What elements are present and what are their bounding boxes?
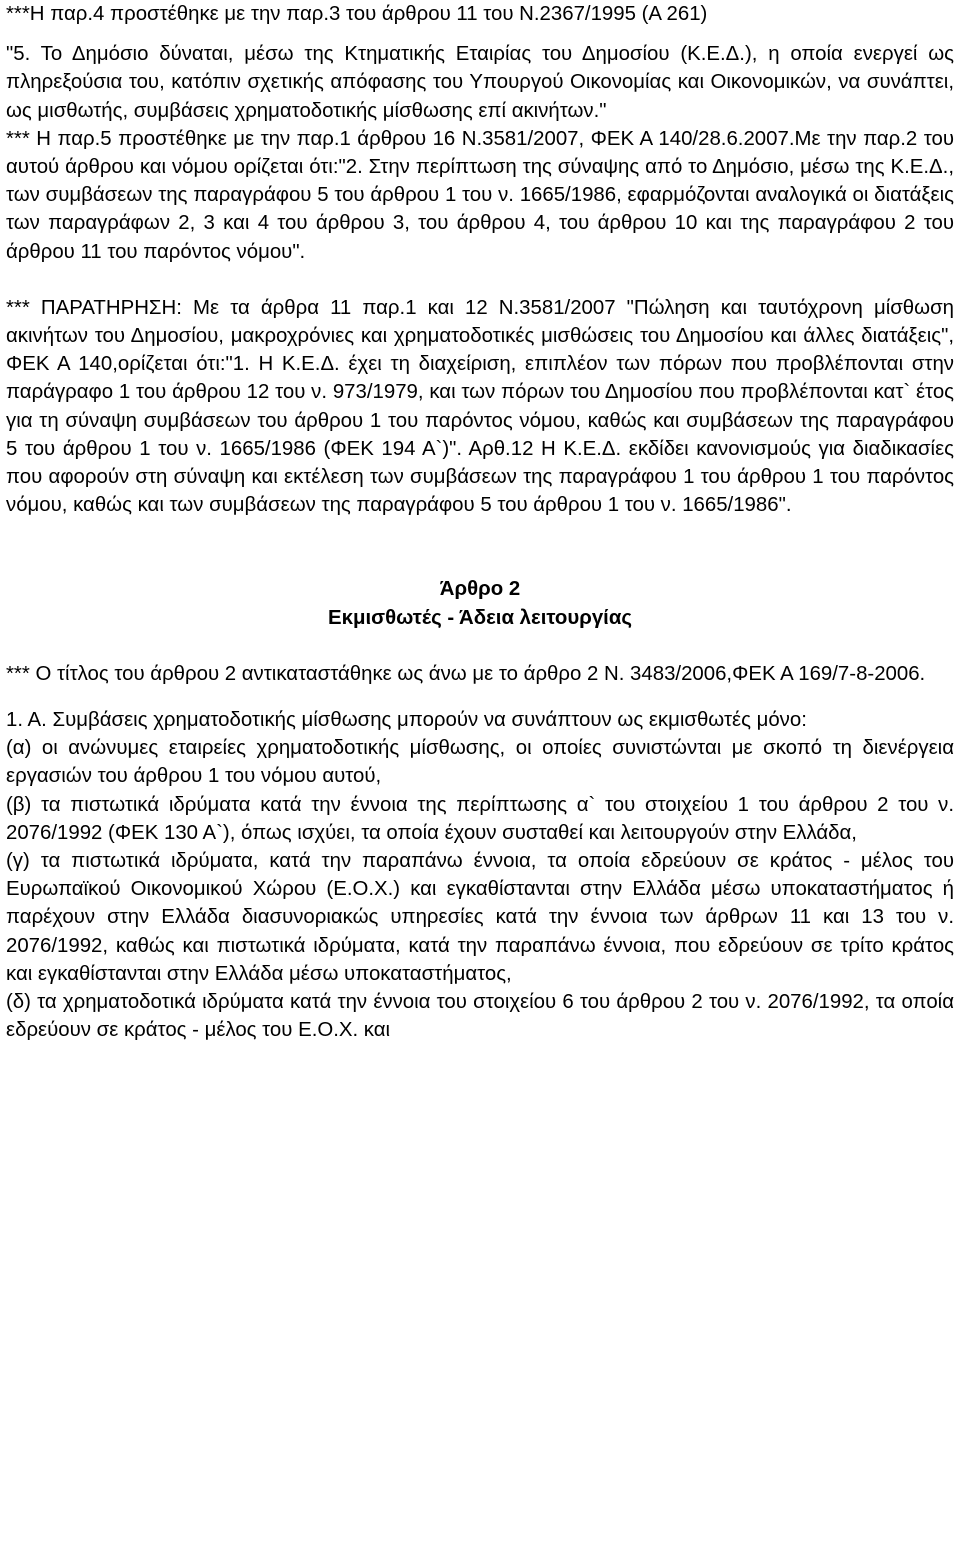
section-1a: 1. Α. Συμβάσεις χρηματοδοτικής μίσθωσης μπορούν να συνάπτουν ως εκμισθωτές μόνο: xyxy=(6,709,807,732)
amendment-note-par4: ***Η παρ.4 προστέθηκε με την παρ.3 του άρθρου 11 του Ν.2367/1995 (Α 261) xyxy=(6,3,708,25)
article-number: Άρθρο 2 xyxy=(439,578,521,601)
amendment-note-par5: *** Η παρ.5 προστέθηκε με την παρ.1 άρθρου 16 Ν.3581/2007, ΦΕΚ Α 140/28.6.2007.Με την παρ.2 του αυτού άρθρου και νόμου ορίζεται ότι:"2. Στην περίπτωση της σύναψης από το Δημόσιο, μέσω της Κ.Ε.Δ., των συμβάσεων της παραγράφου 5 του άρθρου 1 του ν. 1665/1986, εφαρμόζονται αναλογικά οι διατάξεις των παραγράφων 2, 3 και 4 του άρθρου 3, του άρθρου 4, του άρθρου 10 και της παραγράφου 2 του άρθρου 11 του παρόντος νόμου". xyxy=(6,127,954,263)
article-title: Εκμισθωτές - Άδεια λειτουργίας xyxy=(328,606,632,629)
list-item-d: (δ) τα χρηματοδοτικά ιδρύματα κατά την έννοια του στοιχείου 6 του άρθρου 2 του ν. 2076/1992, τα οποία εδρεύουν σε κράτος - μέλος του Ε.Ο.Χ. και xyxy=(6,991,954,1042)
title-replacement-note: *** Ο τίτλος του άρθρου 2 αντικαταστάθηκε ως άνω με το άρθρο 2 Ν. 3483/2006,ΦΕΚ Α 169/7-8-2006. xyxy=(6,662,926,685)
list-item-a: (α) οι ανώνυμες εταιρείες χρηματοδοτικής μίσθωσης, οι οποίες συνιστώνται με σκοπό τη διενέργεια εργασιών του άρθρου 1 του νόμου αυτού, xyxy=(6,737,954,788)
list-item-b: (β) τα πιστωτικά ιδρύματα κατά την έννοια της περίπτωσης α` του στοιχείου 1 του άρθρου 2 του ν. 2076/1992 (ΦΕΚ 130 Α`), όπως ισχύει, τα οποία έχουν συσταθεί και λειτουργούν στην Ελλάδα, xyxy=(6,793,954,844)
quoted-paragraph-5: "5. Το Δημόσιο δύναται, μέσω της Κτηματικής Εταιρίας του Δημοσίου (Κ.Ε.Δ.), η οποία ενεργεί ως πληρεξούσια του, κατόπιν σχετικής απόφασης του Υπουργού Οικονομίας και Οικονομικών, να συνάπτει, ως μισθωτής, συμβάσεις χρηματοδοτικής μίσθωσης επί ακινήτων." xyxy=(6,43,954,122)
article-heading xyxy=(6,575,954,631)
observation-note: *** ΠΑΡΑΤΗΡΗΣΗ: Με τα άρθρα 11 παρ.1 και 12 Ν.3581/2007 "Πώληση και ταυτόχρονη μίσθωση ακινήτων του Δημοσίου, μακροχρόνιες και χρηματοδοτικές μισθώσεις του Δημοσίου και άλλες διατάξεις", ΦΕΚ Α 140,ορίζεται ότι:"1. Η Κ.Ε.Δ. έχει τη διαχείριση, επιπλέον των πόρων που προβλέπονται στην παράγραφο 1 του άρθρου 12 του ν. 973/1979, και των πόρων του Δημοσίου που προβλέπονται κατ` έτος για τη σύναψη συμβάσεων του άρθρου 1 του παρόντος νόμου, καθώς και συμβάσεων της παραγράφου 5 του άρθρου 1 του ν. 1665/1986 (ΦΕΚ 194 Α`)". Αρθ.12 Η Κ.Ε.Δ. εκδίδει κανονισμούς για διαδικασίες που αφορούν στη σύναψη και εκτέλεση των συμβάσεων της παραγράφου 1 του άρθρου 1 του παρόντος νόμου, καθώς και των συμβάσεων της παραγράφου 5 του άρθρου 1 του ν. 1665/1986". xyxy=(6,296,954,517)
document-page xyxy=(6,0,954,1550)
list-item-c: (γ) τα πιστωτικά ιδρύματα, κατά την παραπάνω έννοια, τα οποία εδρεύουν σε κράτος - μέλος του Ευρωπαϊκού Οικονομικού Χώρου (Ε.Ο.Χ.) και εγκαθίστανται στην Ελλάδα μέσω υποκαταστήματος ή παρέχουν στην Ελλάδα διασυνοριακώς υπηρεσίες κατά την έννοια των άρθρων 11 και 13 του ν. 2076/1992, καθώς και πιστωτικά ιδρύματα, κατά την παραπάνω έννοια, που εδρεύουν σε τρίτο κράτος και εγκαθίστανται στην Ελλάδα μέσω υποκαταστήματος, xyxy=(6,850,954,985)
